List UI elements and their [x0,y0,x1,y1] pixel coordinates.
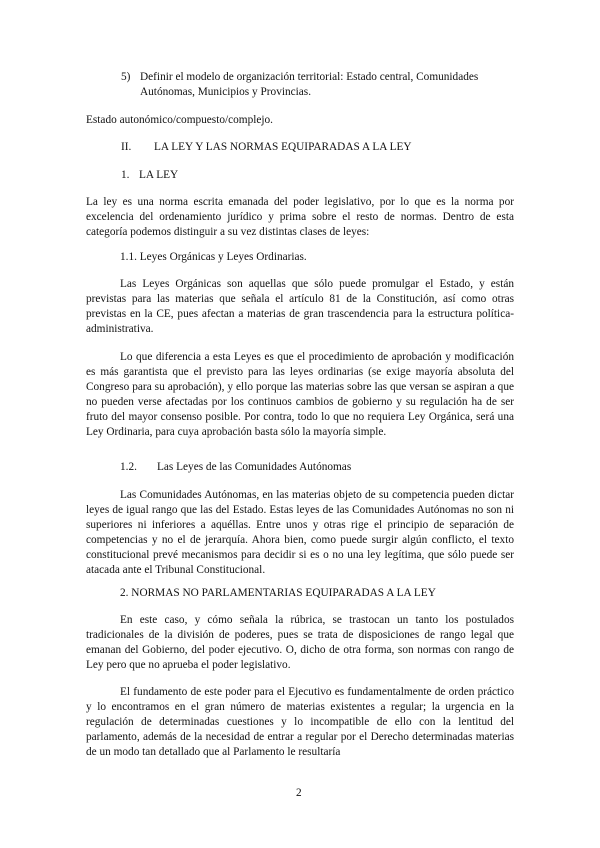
heading-1-2-number: 1.2. [120,461,137,473]
list-item-text: Definir el modelo de organización territorial: Estado central, Comunidades Autónomas, Municipios y Provincias. [140,71,479,98]
section-number: II. [121,141,132,153]
heading-1-2-title: Las Leyes de las Comunidades Autónomas [157,461,352,473]
list-item-number: 5) [121,71,131,83]
paragraph-rubrica: En este caso, y cómo señala la rúbrica, se trastocan un tanto los postulados tradicionales de la división de poderes, pues se trata de disposiciones de rango legal que emanan del Gobierno, del poder ejecutivo. O, dicho de otra forma, son normas con rango de Ley pero que no aprueba el poder legislativo. [86,614,514,671]
section-heading-ii [121,140,131,155]
section-title-ii: LA LEY Y LAS NORMAS EQUIPARADAS A LA LEY [154,141,412,153]
subsection-title-la-ley: LA LEY [139,169,179,181]
subsection-number-1: 1. [121,169,130,181]
heading-2: 2. NORMAS NO PARLAMENTARIAS EQUIPARADAS A LA LEY [120,587,436,599]
paragraph-leyes-organicas: Las Leyes Orgánicas son aquellas que sólo puede promulgar el Estado, y están previstas para las materias que señala el artículo 81 de la Constitución, así como otras previstas en la CE, pues afectan a materias de gran trascendencia para la estructura política-administrativa. [86,278,514,335]
heading-1-1: 1.1. Leyes Orgánicas y Leyes Ordinarias. [120,251,307,263]
paragraph-fundamento: El fundamento de este poder para el Ejecutivo es fundamentalmente de orden práctico y lo encontramos en el gran número de materias existentes a regular; la urgencia en la regulación de determinadas cuestiones y lo incompatible de ello con la lentitud del parlamento, además de la necesidad de entrar a regular por el Derecho determinadas materias de un modo tan detallado que al Parlamento le resultaría [86,686,514,758]
paragraph-diferencia: Lo que diferencia a esta Leyes es que el procedimiento de aprobación y modificación es más garantista que el previsto para las leyes ordinarias (se exige mayoría absoluta del Congreso para su aprobación), y ello porque las materias sobre las que versan se aspiran a que no pueden verse afectadas por los continuos cambios de gobierno y su regulación ha de ser fruto del mayor consenso posible. Por contra, todo lo que no requiera Ley Orgánica, será una Ley Ordinaria, para cuya aprobación basta sólo la mayoría simple. [86,351,514,438]
paragraph-comunidades: Las Comunidades Autónomas, en las materias objeto de su competencia pueden dictar leyes de igual rango que las del Estado. Estas leyes de las Comunidades Autónomas no son ni superiores ni inferiores a aquéllas. Entre unos y otras rige el principio de separación de competencias y no el de jerarquía. Ahora bien, como puede surgir algún conflicto, el texto constitucional prevé mecanismos para decidir si es o no una ley legítima, que sólo puede ser atacada ante el Tribunal Constitucional. [86,489,514,576]
page-number: 2 [296,787,302,799]
estado-line: Estado autonómico/compuesto/complejo. [86,114,273,126]
paragraph-ley: La ley es una norma escrita emanada del poder legislativo, por lo que es la norma por excelencia del ordenamiento jurídico y prima sobre el resto de normas. Dentro de esta categoría podemos distinguir a su vez distintas clases de leyes: [86,196,514,238]
